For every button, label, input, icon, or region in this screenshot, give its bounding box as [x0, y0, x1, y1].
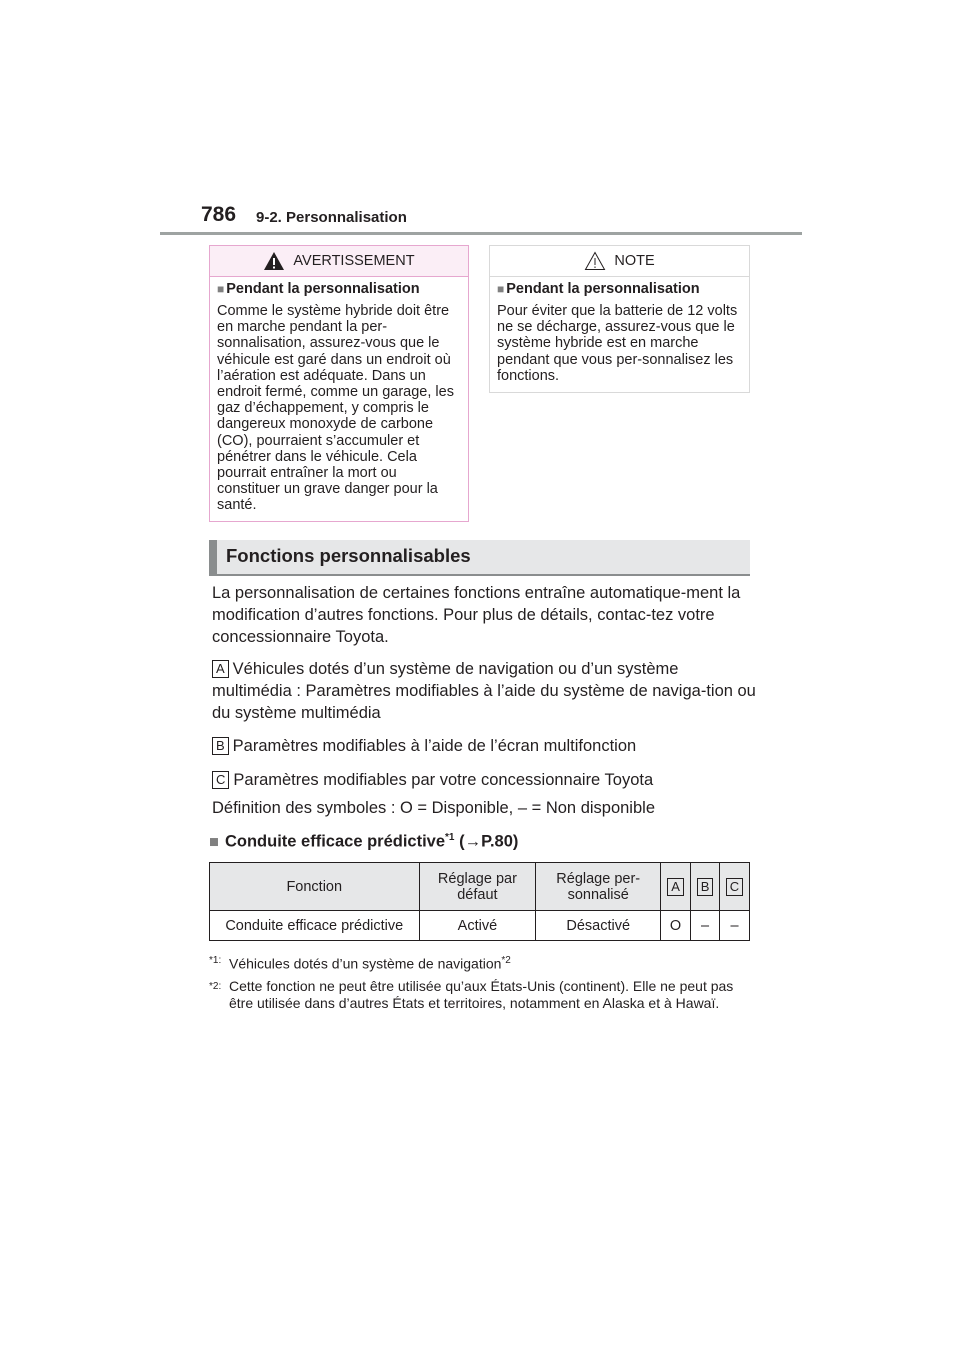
- settings-table: [209, 862, 750, 941]
- main-heading-band: [209, 540, 750, 575]
- col-header-custom: Réglage per-sonnalisé: [536, 863, 661, 911]
- note-title: NOTE: [614, 253, 655, 269]
- label-a: A: [212, 660, 229, 678]
- label-c: C: [212, 771, 229, 789]
- heading-accent-bar: [209, 540, 217, 575]
- square-bullet-icon: ■: [497, 282, 505, 296]
- heading-rule: [209, 574, 750, 576]
- table-row: [210, 911, 750, 941]
- col-header-default: Réglage par défaut: [419, 863, 536, 911]
- item-b: B Paramètres modifiables à l’aide de l’écran multifonction: [212, 735, 757, 757]
- section-title: 9-2. Personnalisation: [256, 209, 407, 226]
- note-text: Pour éviter que la batterie de 12 volts ne se décharge, assurez-vous que le système hybride est en marche pendant que vous per-sonnalisez les fonctions.: [497, 303, 738, 384]
- note-subtitle: ■ Pendant la personnalisation: [497, 281, 700, 297]
- warning-subtitle: ■ Pendant la personnalisation: [217, 281, 420, 297]
- page-reference-link[interactable]: (→P.80): [454, 832, 519, 851]
- warning-header: [210, 246, 468, 277]
- col-header-function: Fonction: [210, 863, 420, 911]
- label-b: B: [212, 737, 229, 755]
- col-header-a: A: [661, 863, 691, 911]
- col-header-c: C: [720, 863, 750, 911]
- item-c: C Paramètres modifiables par votre concessionnaire Toyota: [212, 769, 757, 791]
- footnote-2: *2: Cette fonction ne peut être utilisée qu’aux États-Unis (continent). Elle ne peut pas être utilisée dans d’autres États et territoires, notamment en Alaska et à Hawaï.: [209, 978, 734, 1011]
- cell-custom: Désactivé: [536, 911, 661, 941]
- page-number: 786: [201, 203, 237, 226]
- cell-a: O: [661, 911, 691, 941]
- square-bullet-icon: ■: [209, 832, 219, 851]
- item-a: A Véhicules dotés d’un système de navigation ou d’un système multimédia : Paramètres modifiables à l’aide du système de naviga-tion ou du système multimédia: [212, 660, 756, 722]
- col-header-b: B: [691, 863, 720, 911]
- cell-default: Activé: [419, 911, 536, 941]
- warning-text: Comme le système hybride doit être en marche pendant la per-sonnalisation, assurez-vous que le véhicule est garé dans un endroit où l’aération est adéquate. Dans un endroit fermé, comme un garage, les gaz d’échappement, y compris le dangereux monoxyde de carbone (CO), pourraient s’accumuler et pénétrer dans le véhicule. Cela pourrait entraîner la mort ou constituer un grave danger pour la santé.: [217, 303, 454, 514]
- footnote-1: *1: Véhicules dotés d’un système de navigation$^{*2}$: [209, 955, 511, 972]
- cell-c: –: [720, 911, 750, 941]
- table-header-row: [210, 863, 750, 911]
- warning-triangle-icon: [263, 251, 285, 271]
- note-header: [490, 246, 749, 277]
- intro-paragraph: La personnalisation de certaines fonctions entraîne automatique-ment la modification d’autres fonctions. Pour plus de détails, contac-tez votre concessionnaire Toyota.: [212, 584, 741, 646]
- square-bullet-icon: ■: [217, 282, 225, 296]
- cell-function: Conduite efficace prédictive: [210, 911, 420, 941]
- note-box: [489, 245, 750, 393]
- main-heading: Fonctions personnalisables: [226, 545, 471, 566]
- warning-box: [209, 245, 469, 522]
- header-rule: [160, 232, 802, 235]
- cell-b: –: [691, 911, 720, 941]
- caution-triangle-icon: [584, 251, 606, 271]
- warning-title: AVERTISSEMENT: [293, 253, 415, 269]
- subsection-heading: ■ Conduite efficace prédictive$^{*1}$ (→P.80): [209, 832, 519, 851]
- symbols-definition: Définition des symboles : O = Disponible, – = Non disponible: [212, 799, 655, 817]
